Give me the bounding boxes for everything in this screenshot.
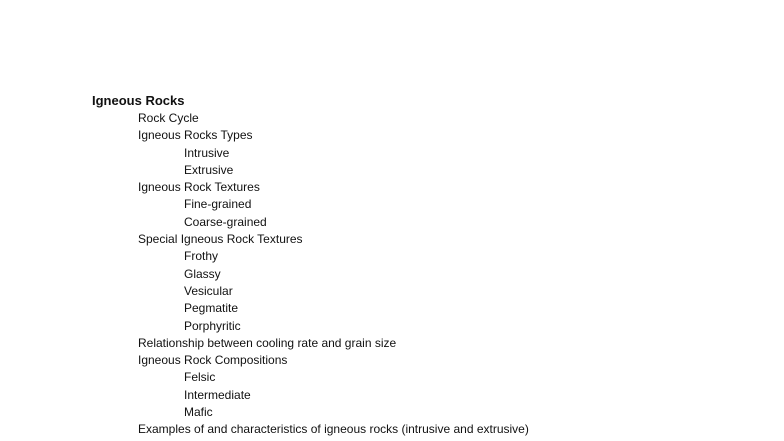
outline-subitem-pegmatite: Pegmatite	[184, 301, 239, 316]
outline-item-special-textures: Special Igneous Rock Textures	[138, 232, 303, 247]
outline-subitem-vesicular: Vesicular	[184, 283, 233, 298]
outline-item-cooling-rate: Relationship between cooling rate and grain size	[138, 335, 397, 350]
document-title: Igneous Rocks	[92, 93, 185, 108]
outline-subitem-felsic: Felsic	[184, 370, 216, 385]
outline-subitem-extrusive: Extrusive	[184, 162, 234, 177]
outline-item-compositions: Igneous Rock Compositions	[138, 353, 288, 368]
outline-subitem-fine-grained: Fine-grained	[184, 197, 252, 212]
outline-subitem-frothy: Frothy	[184, 249, 219, 264]
outline-subitem-coarse-grained: Coarse-grained	[184, 214, 267, 229]
outline-subitem-glassy: Glassy	[184, 266, 221, 281]
outline-item-rock-cycle: Rock Cycle	[138, 111, 199, 125]
outline-subitem-porphyritic: Porphyritic	[184, 318, 241, 333]
outline-subitem-intermediate: Intermediate	[184, 387, 251, 402]
outline-subitem-mafic: Mafic	[184, 405, 213, 420]
outline-item-igneous-rock-types: Igneous Rocks Types	[138, 128, 253, 143]
outline-subitem-intrusive: Intrusive	[184, 145, 230, 160]
document-outline	[92, 92, 529, 439]
outline-item-igneous-rock-textures: Igneous Rock Textures	[138, 180, 260, 195]
outline-item-examples: Examples of and characteristics of igneous rocks (intrusive and extrusive)	[138, 422, 529, 437]
